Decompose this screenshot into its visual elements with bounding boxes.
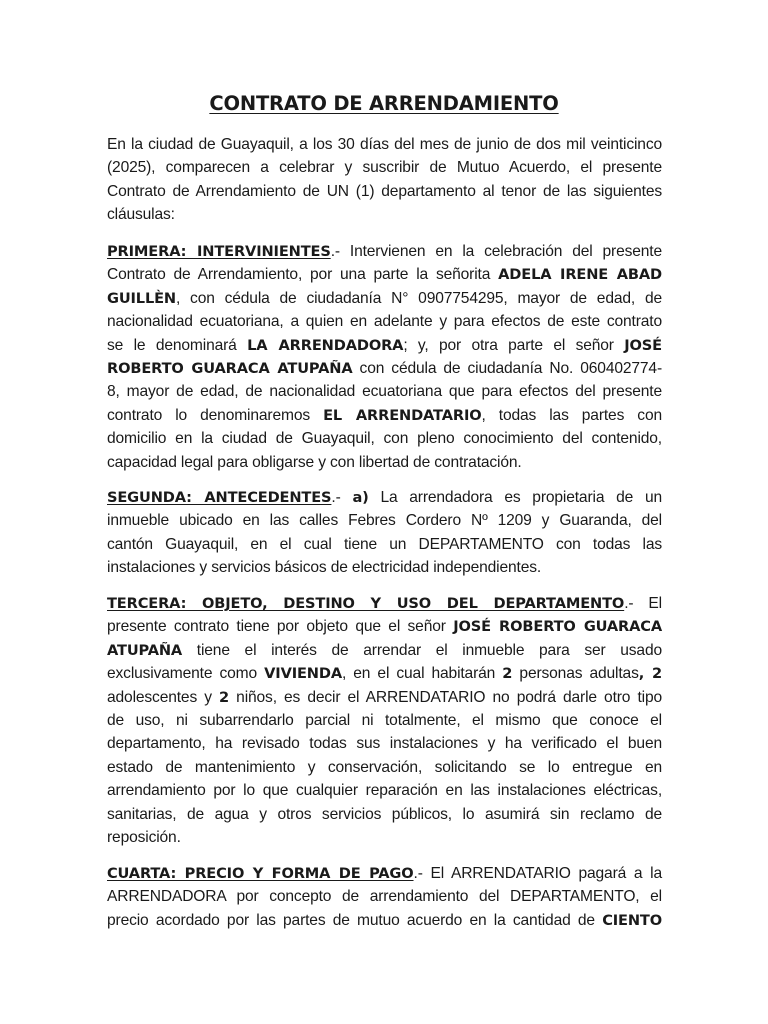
clause-segunda — [107, 486, 662, 580]
text-line: (2025), comparecen a celebrar y suscribir de Mutuo Acuerdo, el presente — [107, 159, 662, 177]
party-name: ATUPAÑA — [107, 641, 183, 659]
clause-heading: CUARTA: PRECIO Y FORMA DE PAGO — [107, 865, 414, 882]
text-line — [107, 862, 662, 885]
text-span: ; y, por otra parte el señor — [403, 336, 625, 354]
text-span: La arrendadora es propietaria de un — [368, 489, 662, 506]
text-span: , con cédula de ciudadanía N° 0907754295, mayor de edad, de — [176, 289, 662, 307]
text-line — [107, 263, 662, 286]
text-line — [107, 686, 662, 709]
text-line: En la ciudad de Guayaquil, a los 30 días del mes de junio de dos mil veinticinco — [107, 136, 662, 153]
text-span: presente contrato tiene por objeto que el señor — [107, 618, 454, 636]
text-span: .- Intervienen en la celebración del presente — [330, 243, 663, 260]
item-marker: a) — [352, 489, 369, 506]
text-span: , en el cual habitarán — [341, 665, 503, 683]
party-name: ROBERTO GUARACA ATUPAÑA — [107, 359, 353, 377]
text-span: contrato lo denominaremos — [107, 406, 324, 424]
text-line: departamento, ha revisado todas sus instalaciones y ha verificado el buen — [107, 735, 662, 753]
text-line — [107, 592, 662, 615]
text-span: personas adultas — [512, 665, 639, 683]
text-span: se le denominará — [107, 336, 248, 354]
usage-type: VIVIENDA — [264, 665, 342, 683]
text-span: adolescentes y — [107, 688, 220, 706]
text-line: cláusulas: — [107, 206, 175, 224]
text-line: sanitarias, de agua y otros servicios públicos, lo asumirá sin reclamo de — [107, 805, 662, 823]
text-line — [107, 909, 662, 932]
party-name: JOSÉ ROBERTO GUARACA — [453, 618, 662, 636]
text-span: .- El — [624, 595, 662, 612]
text-span: Contrato de Arrendamiento, por una parte la señorita — [107, 266, 499, 284]
party-name: JOSÉ — [624, 336, 662, 354]
text-span: niños, es decir el ARRENDATARIO no podrá darle otro tipo — [229, 688, 662, 706]
text-line: instalaciones y servicios básicos de electricidad independientes. — [107, 559, 542, 577]
text-line: reposición. — [107, 828, 181, 846]
clause-primera — [107, 240, 662, 474]
text-span: precio acordado por las partes de mutuo acuerdo en la cantidad de — [107, 911, 603, 929]
text-span: .- El ARRENDATARIO pagará a la — [413, 865, 662, 882]
text-line: de uso, ni subarrendarlo parcial ni totalmente, el mismo que conoce el — [107, 711, 662, 729]
intro-paragraph — [107, 133, 662, 227]
text-line: estado de mantenimiento y conservación, solicitando se lo entregue en — [107, 758, 662, 776]
text-line: domicilio en la ciudad de Guayaquil, con pleno conocimiento del contenido, — [107, 430, 662, 448]
party-role: LA ARRENDADORA — [247, 336, 404, 354]
count-value: 2 — [219, 688, 230, 706]
clause-cuarta — [107, 862, 662, 932]
text-line — [107, 334, 662, 357]
text-line — [107, 357, 662, 380]
count-value: , 2 — [638, 665, 662, 683]
text-line: inmueble ubicado en las calles Febres Cordero Nº 1209 y Guaranda, del — [107, 512, 662, 530]
text-span: .- — [331, 489, 353, 506]
clause-tercera — [107, 592, 662, 849]
text-span: , todas las partes con — [481, 406, 662, 424]
text-line — [107, 287, 662, 310]
count-value: 2 — [502, 665, 513, 683]
text-span: tiene el interés de arrendar el inmueble para ser usado — [182, 641, 662, 659]
text-line — [107, 639, 662, 662]
text-line — [107, 404, 662, 427]
party-name: ADELA IRENE ABAD — [498, 266, 662, 284]
text-line: arrendamiento por lo que cualquier reparación en las instalaciones eléctricas, — [107, 782, 662, 800]
text-line: ARRENDADORA por concepto de arrendamiento del DEPARTAMENTO, el — [107, 888, 662, 906]
party-role: EL ARRENDATARIO — [323, 406, 482, 424]
text-line — [107, 615, 662, 638]
text-line: Contrato de Arrendamiento de UN (1) departamento al tenor de las siguientes — [107, 182, 662, 200]
party-name: GUILLÈN — [107, 289, 176, 307]
text-line — [107, 240, 662, 263]
clause-heading: PRIMERA: INTERVINIENTES — [107, 243, 331, 260]
text-line: cantón Guayaquil, en el cual tiene un DEPARTAMENTO con todas las — [107, 535, 662, 553]
text-line: nacionalidad ecuatoriana, a quien en adelante y para efectos de este contrato — [107, 313, 662, 331]
text-span: exclusivamente como — [107, 665, 265, 683]
text-line: 8, mayor de edad, de nacionalidad ecuatoriana que para efectos del presente — [107, 383, 662, 401]
text-line — [107, 662, 662, 685]
document-title: CONTRATO DE ARRENDAMIENTO — [209, 92, 559, 115]
clause-heading: SEGUNDA: ANTECEDENTES — [107, 489, 332, 506]
price-text: CIENTO — [602, 911, 662, 929]
text-span: con cédula de ciudadanía No. 060402774- — [352, 359, 662, 377]
text-line — [107, 486, 662, 509]
clause-heading: TERCERA: OBJETO, DESTINO Y USO DEL DEPARTAMENTO — [107, 595, 625, 612]
text-line: capacidad legal para obligarse y con libertad de contratación. — [107, 453, 522, 471]
